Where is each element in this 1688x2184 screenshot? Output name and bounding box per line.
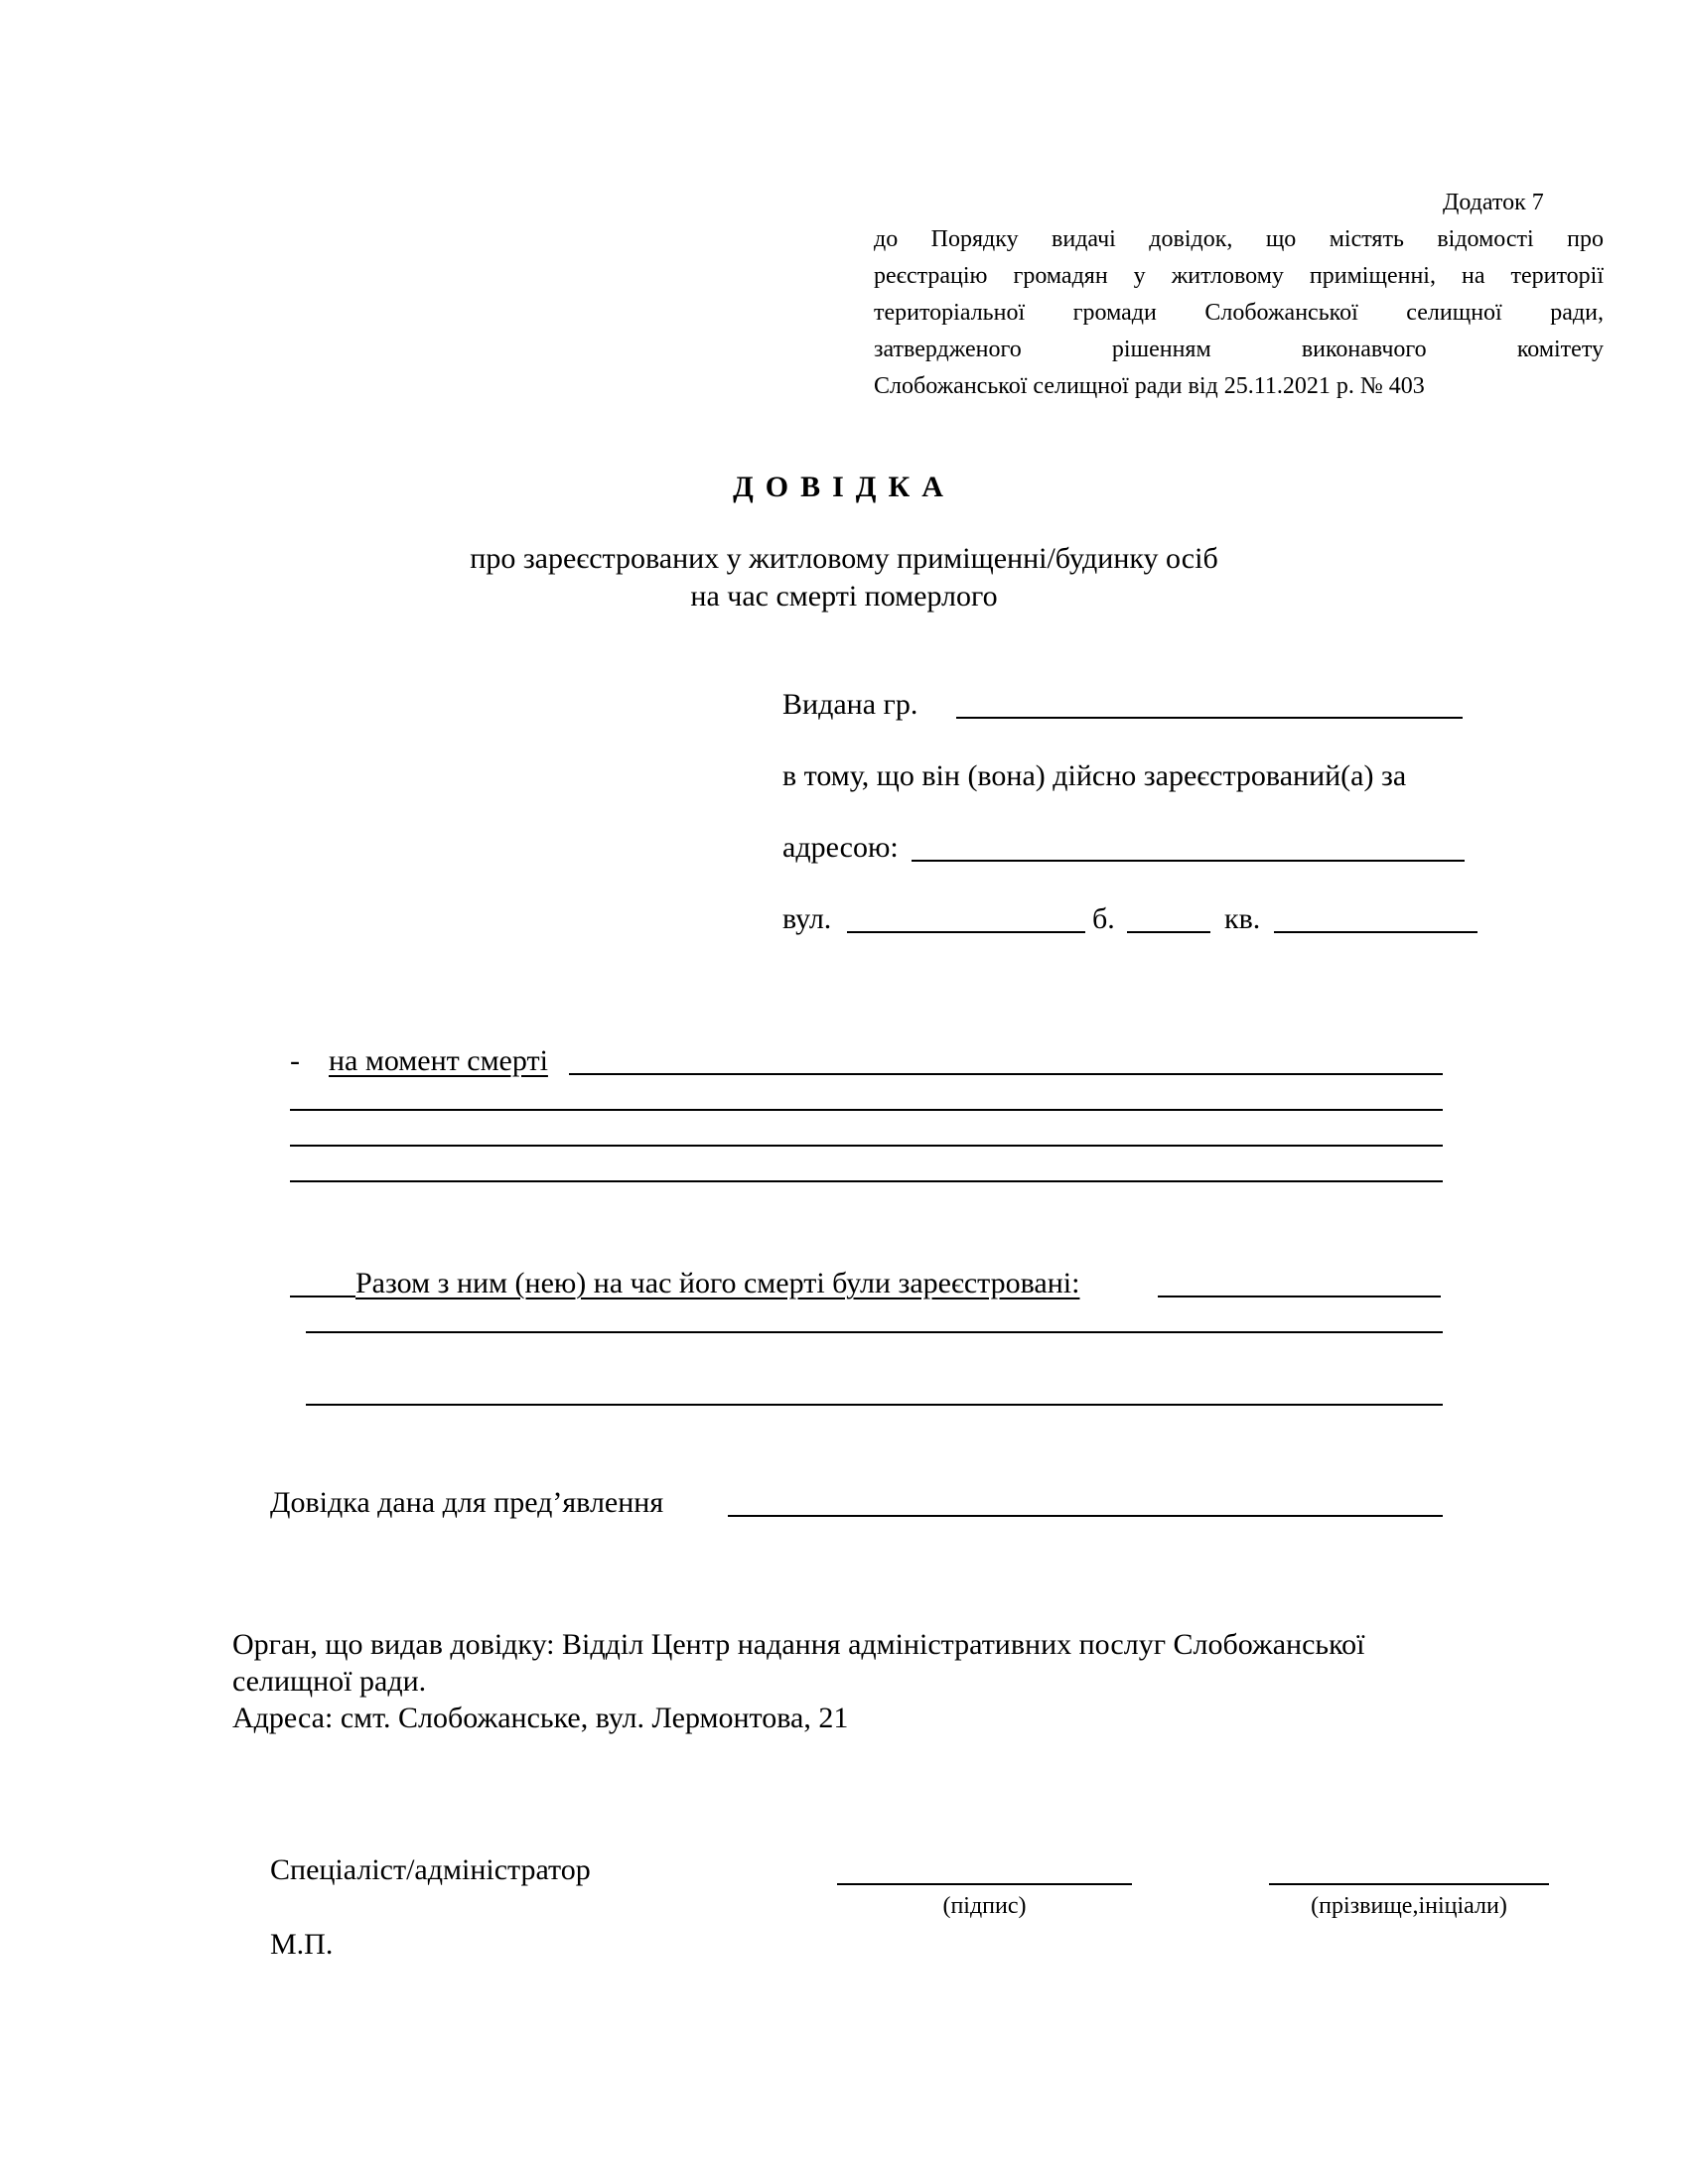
document-subtitle-line-1: про зареєстрованих у житловому приміщенні/будинку осіб (470, 542, 1218, 575)
death-details-field[interactable] (290, 1145, 1443, 1147)
street-field[interactable] (847, 931, 1085, 933)
death-details-field[interactable] (569, 1073, 1443, 1075)
issuer-address: Адреса: смт. Слобожанське, вул. Лермонтова, 21 (232, 1702, 849, 1734)
presentation-label: Довідка дана для пред’явлення (270, 1486, 664, 1519)
document-subtitle-line-2: на час смерті померлого (690, 580, 998, 613)
name-initials-caption: (прізвище,ініціали) (1311, 1893, 1507, 1919)
building-label: б. (1092, 902, 1115, 935)
registered-text: в тому, що він (вона) дійсно зареєстрований(а) за (782, 759, 1407, 792)
address-label: адресою: (782, 831, 899, 864)
document-title: ДОВІДКА (733, 471, 955, 503)
name-initials-field[interactable] (1269, 1883, 1549, 1885)
appendix-line: реєстрацію громадян у житловому приміщенні, на території (874, 263, 1604, 289)
appendix-reference (874, 221, 1604, 405)
appendix-line: Слобожанської селищної ради від 25.11.2021 р. № 403 (874, 373, 1425, 399)
appendix-line: до Порядку видачі довідок, що містять відомості про (874, 226, 1604, 252)
death-section-label: на момент смерті (329, 1044, 548, 1077)
street-label: вул. (782, 902, 832, 935)
stamp-place-label: М.П. (270, 1928, 334, 1961)
issuer-line-1: Орган, що видав довідку: Відділ Центр надання адміністративних послуг Слобожанської (232, 1628, 1365, 1661)
apartment-label: кв. (1224, 902, 1261, 935)
registered-with-lead-line (290, 1296, 355, 1297)
registered-with-label: Разом з ним (нею) на час його смерті були зареєстровані: (355, 1267, 1080, 1299)
building-field[interactable] (1127, 931, 1210, 933)
appendix-line: затвердженого рішенням виконавчого комітету (874, 337, 1604, 362)
signature-field[interactable] (837, 1883, 1132, 1885)
death-details-field[interactable] (290, 1180, 1443, 1182)
registered-with-field[interactable] (306, 1404, 1443, 1406)
appendix-line: територіальної громади Слобожанської селищної ради, (874, 300, 1604, 326)
signature-caption: (підпис) (942, 1893, 1027, 1919)
registered-with-field[interactable] (1158, 1296, 1441, 1297)
apartment-field[interactable] (1274, 931, 1477, 933)
issued-to-label: Видана гр. (782, 688, 918, 721)
issuer-line-2: селищної ради. (232, 1665, 427, 1698)
issued-to-name-field[interactable] (956, 717, 1463, 719)
presentation-field[interactable] (728, 1515, 1443, 1517)
specialist-role-label: Спеціаліст/адміністратор (270, 1853, 591, 1886)
death-details-field[interactable] (290, 1109, 1443, 1111)
death-section-dash: - (290, 1044, 300, 1077)
address-field[interactable] (912, 860, 1465, 862)
registered-with-field[interactable] (306, 1331, 1443, 1333)
appendix-number: Додаток 7 (1443, 190, 1544, 215)
